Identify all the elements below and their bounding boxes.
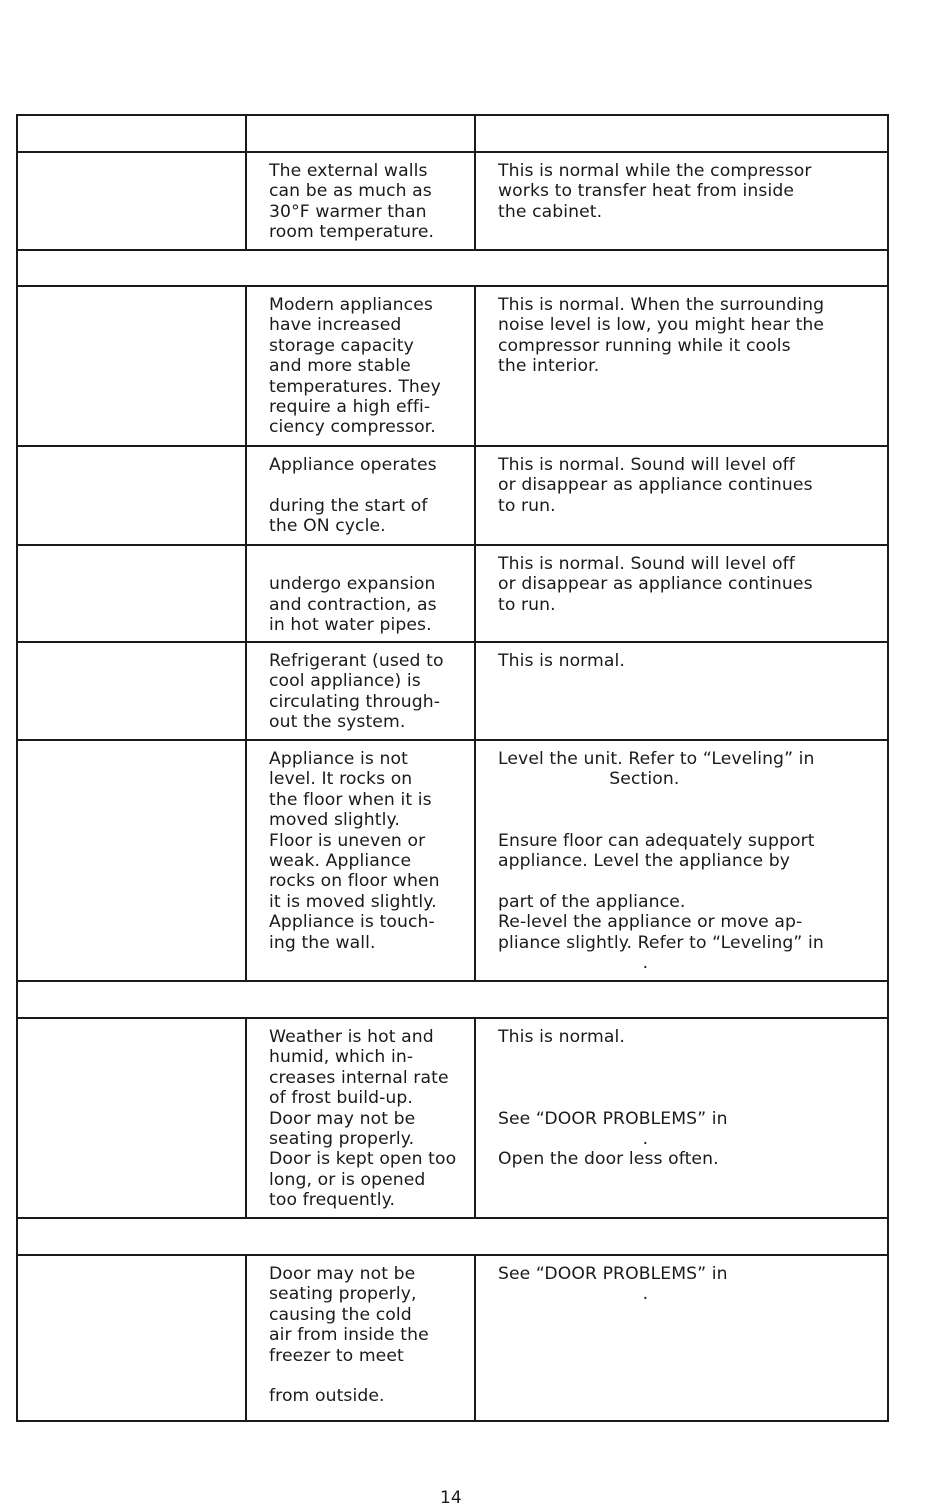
remedy-cell: [498, 1264, 883, 1305]
remedy-cell-line: Open the door less often.: [498, 1149, 719, 1170]
table-row: [18, 741, 887, 982]
cause-cell-line: [269, 554, 469, 574]
cause-cell-line: of frost build-up.: [269, 1088, 413, 1109]
table-row: [18, 287, 887, 447]
cause-cell-line: have increased: [269, 315, 402, 336]
table-header-row: [18, 116, 887, 153]
cause-cell: [269, 1264, 469, 1407]
remedy-cell-line: [498, 1047, 883, 1067]
column-divider: [474, 741, 476, 980]
cause-cell-line: too frequently.: [269, 1190, 396, 1211]
cause-cell-line: freezer to meet: [269, 1345, 404, 1366]
remedy-cell-line: to run.: [498, 594, 556, 615]
cause-cell-line: air from inside the: [269, 1325, 429, 1346]
remedy-cell-line: .: [498, 1284, 649, 1305]
cause-cell-line: seating properly.: [269, 1129, 415, 1150]
table-row: [18, 643, 887, 741]
column-divider: [245, 643, 247, 739]
column-divider: [245, 153, 247, 249]
cause-cell: [269, 651, 469, 733]
column-divider: [474, 643, 476, 739]
remedy-cell-line: part of the appliance.: [498, 891, 686, 912]
cause-cell-line: storage capacity: [269, 335, 414, 356]
table-row: [18, 1019, 887, 1219]
cause-cell-line: out the system.: [269, 712, 406, 733]
cause-cell-line: Door is kept open too: [269, 1149, 457, 1170]
remedy-cell-line: or disappear as appliance continues: [498, 574, 813, 595]
cause-cell-line: 30°F warmer than: [269, 201, 427, 222]
column-divider: [245, 447, 247, 544]
cause-cell-line: Weather is hot and: [269, 1027, 434, 1047]
remedy-cell-line: This is normal. Sound will level off: [498, 554, 795, 574]
cause-cell: [269, 1027, 469, 1211]
cause-cell-line: causing the cold: [269, 1304, 412, 1325]
cause-cell-line: The external walls: [269, 161, 428, 181]
remedy-cell-line: [498, 810, 883, 830]
column-divider: [474, 1019, 476, 1217]
cause-cell-line: the ON cycle.: [269, 516, 386, 537]
section-header-row: [18, 251, 887, 287]
remedy-cell-line: appliance. Level the appliance by: [498, 851, 790, 871]
cause-cell-line: Door may not be: [269, 1108, 416, 1129]
section-header-row: [18, 1219, 887, 1256]
cause-cell-line: in hot water pipes.: [269, 615, 432, 636]
column-divider: [245, 116, 247, 151]
cause-cell: [269, 749, 469, 953]
cause-cell-line: long, or is opened: [269, 1169, 426, 1190]
remedy-cell-line: [498, 871, 883, 891]
cause-cell-line: during the start of: [269, 495, 428, 516]
cause-cell-line: level. It rocks on: [269, 769, 413, 790]
remedy-cell-line: to run.: [498, 495, 556, 516]
column-divider: [474, 447, 476, 544]
cause-cell-line: undergo expansion: [269, 574, 436, 595]
remedy-cell: [498, 1027, 883, 1170]
remedy-cell-line: Re-level the appliance or move ap-: [498, 912, 803, 933]
remedy-cell-line: [498, 790, 883, 810]
cause-cell: [269, 161, 469, 243]
cause-cell-line: room temperature.: [269, 222, 435, 243]
cause-cell-line: [269, 1366, 469, 1386]
cause-cell-line: humid, which in-: [269, 1047, 414, 1068]
cause-cell-line: seating properly,: [269, 1284, 417, 1305]
remedy-cell-line: the interior.: [498, 356, 600, 377]
remedy-cell-line: Ensure floor can adequately support: [498, 830, 815, 851]
remedy-cell-line: See “DOOR PROBLEMS” in: [498, 1264, 728, 1284]
column-divider: [245, 1256, 247, 1420]
remedy-cell-line: [498, 1068, 883, 1088]
remedy-cell-line: [498, 1088, 883, 1108]
remedy-cell-line: pliance slightly. Refer to “Leveling” in: [498, 932, 824, 953]
cause-cell-line: the floor when it is: [269, 789, 432, 810]
cause-cell-line: Refrigerant (used to: [269, 651, 444, 671]
column-divider: [474, 546, 476, 641]
cause-cell-line: moved slightly.: [269, 810, 400, 831]
cause-cell-line: from outside.: [269, 1386, 385, 1407]
cause-cell-line: rocks on floor when: [269, 871, 440, 892]
remedy-cell: [498, 554, 883, 615]
remedy-cell-line: This is normal.: [498, 1027, 625, 1047]
column-divider: [245, 1019, 247, 1217]
table-row: [18, 153, 887, 251]
column-divider: [474, 116, 476, 151]
cause-cell-line: can be as much as: [269, 181, 432, 202]
cause-cell-line: Modern appliances: [269, 295, 433, 315]
remedy-cell-line: Section.: [498, 769, 680, 790]
cause-cell-line: Appliance is touch-: [269, 912, 435, 933]
cause-cell-line: Appliance is not: [269, 749, 408, 769]
cause-cell: [269, 455, 469, 537]
remedy-cell-line: This is normal.: [498, 651, 625, 671]
page-number: 14: [440, 1488, 462, 1508]
cause-cell-line: weak. Appliance: [269, 851, 412, 872]
remedy-cell-line: This is normal. Sound will level off: [498, 455, 795, 475]
cause-cell-line: cool appliance) is: [269, 671, 421, 692]
cause-cell-line: creases internal rate: [269, 1067, 449, 1088]
cause-cell-line: ing the wall.: [269, 932, 376, 953]
remedy-cell: [498, 749, 883, 973]
remedy-cell: [498, 295, 883, 377]
column-divider: [474, 1256, 476, 1420]
remedy-cell-line: This is normal while the compressor: [498, 161, 812, 181]
cause-cell-line: and more stable: [269, 356, 411, 377]
cause-cell-line: [269, 475, 469, 495]
cause-cell-line: Appliance operates: [269, 455, 437, 475]
remedy-cell: [498, 161, 883, 222]
remedy-cell-line: .: [498, 953, 649, 974]
remedy-cell-line: works to transfer heat from inside: [498, 181, 795, 202]
column-divider: [245, 546, 247, 641]
cause-cell-line: circulating through-: [269, 691, 441, 712]
remedy-cell-line: .: [498, 1128, 649, 1149]
cause-cell-line: Door may not be: [269, 1264, 416, 1284]
troubleshooting-table: [16, 114, 889, 1422]
table-row: [18, 546, 887, 643]
cause-cell: [269, 295, 469, 438]
remedy-cell-line: compressor running while it cools: [498, 335, 791, 356]
table-row: [18, 1256, 887, 1420]
remedy-cell-line: See “DOOR PROBLEMS” in: [498, 1108, 728, 1129]
remedy-cell-line: noise level is low, you might hear the: [498, 315, 825, 336]
cause-cell-line: require a high effi-: [269, 397, 431, 418]
remedy-cell-line: Level the unit. Refer to “Leveling” in: [498, 749, 815, 769]
cause-cell-line: temperatures. They: [269, 376, 441, 397]
remedy-cell-line: or disappear as appliance continues: [498, 475, 813, 496]
remedy-cell: [498, 651, 883, 671]
column-divider: [474, 287, 476, 445]
cause-cell-line: it is moved slightly.: [269, 891, 437, 912]
remedy-cell: [498, 455, 883, 516]
column-divider: [245, 287, 247, 445]
cause-cell: [269, 554, 469, 636]
remedy-cell-line: This is normal. When the surrounding: [498, 295, 825, 315]
cause-cell-line: Floor is uneven or: [269, 830, 426, 851]
cause-cell-line: and contraction, as: [269, 594, 437, 615]
cause-cell-line: ciency compressor.: [269, 417, 436, 438]
column-divider: [245, 741, 247, 980]
remedy-cell-line: the cabinet.: [498, 201, 603, 222]
column-divider: [474, 153, 476, 249]
table-row: [18, 447, 887, 546]
section-header-row: [18, 982, 887, 1019]
